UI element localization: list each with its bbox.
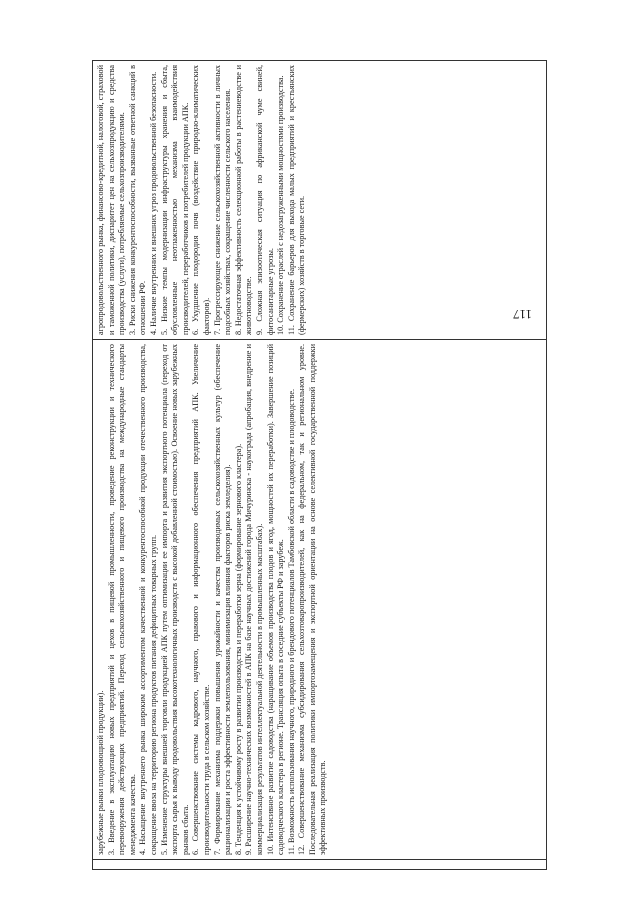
list-item: 10. Интенсивное развитие садоводства (наращивание объемов производства плодов и ягод, мощностей их переработки). Завершение позиций садоводческого кластера в регионе. Трансляция опыта в соседние субъекты РФ и зарубеж. [265, 344, 286, 855]
list-item: 5. Низкие темпы модернизации инфраструктуры хранения и сбыта, обусловленные неотлаженностью механизма взаимодействия производителей, переработчиков и потребителей продукции АПК. [159, 65, 190, 335]
threats-column [93, 61, 546, 339]
list-item: 3. Риски снижения конкурентоспособности, вызванные ответной санкций в отношении РФ. [127, 65, 148, 335]
list-item: агропродовольственного рынка, финансово-кредитной, налоговой, страховой и таможенной политики, диспаритет цен на сельхозпродукцию и средства производства (услуги), потребляемые сельхозпроизводителями. [96, 65, 127, 335]
list-item: 9. Расширение научно-технических возможностей в АПК на базе научных достижений города Мичуринска - наукограда (апробация, внедрение и коммерциализация результатов интеллектуальной деятельности в промышленных масштабах). [244, 344, 264, 855]
list-item: 8. Недостаточная эффективность селекционной работы в растениеводстве и животноводстве. [233, 65, 254, 335]
left-margin-column [93, 859, 546, 869]
list-item: 7. Формирование механизма поддержки повышения урожайности и качества производимых сельскохозяйственных культур (обеспечение рационализации и роста эффективности землепользования, минимизация влияния факторов риска земледелия). [212, 344, 233, 855]
list-item: 8. Тенденция к устойчивому росту в развитии производства и переработки зерна (формирование зернового кластера). [233, 443, 243, 855]
list-item: 5. Изменение структуры внешней торговли продукцией АПК путем оптимизации ее импорта и развития экспортного потенциала (переход от экспорта сырья к выводу продовольствия высокотехнологичных производств с высокой добавленной стоимостью). Освоение новых зарубежных рынков сбыта. [159, 344, 190, 855]
list-item: 6. Ухудшение плодородия почв (воздействие природно-климатических факторов). [191, 65, 211, 335]
list-item: 11. Сохранение барьеров для выхода малых предприятий и крестьянских (фермерских) хозяйств в торговые сети. [286, 65, 307, 335]
list-item: 11. Возможность использования научного, природного и брендового потенциалов Тамбовской области в садоводстве и плодоводстве. [286, 388, 296, 855]
opportunities-column [93, 339, 546, 859]
list-item: 12. Совершенствование механизма субсидирования сельхозтоваропроизводителей, как на федеральном, так и региональном уровне. Последовательная реализация политики импортозамещения и экспортной ориентации на основе селективной государственной поддержки эффективных производств. [297, 344, 328, 855]
list-item: 4. Насыщение внутреннего рынка широким ассортиментом качественной и конкурентоспособной продукции отечественного производства, сокращение ввоза на территорию региона продуктов питания дефицитных товарных групп. [138, 344, 158, 855]
swot-table [92, 60, 547, 870]
list-item: 7. Прогрессирующее снижение сельскохозяйственной активности в личных подсобных хозяйствах, сокращение численности сельского населения. [212, 65, 233, 335]
list-item: 4. Наличие внутренних и внешних угроз продовольственной безопасности. [148, 71, 158, 335]
list-item: 6. Совершенствование системы кадрового, научного, правового и информационного обеспечения предприятий АПК. Увеличение производительности труда в сельском хозяйстве. [191, 344, 211, 855]
list-item: 3. Введение в эксплуатацию новых предприятий и цехов в пищевой промышленности, проведение реконструкции и технического перевооружения действующих предприятий. Переход сельскохозяйственного и пищевого производства на международные стандарты менеджмента качества. [106, 344, 137, 855]
list-item: 10. Сохранение отраслей с недозагруженными мощностями производства. [276, 75, 286, 335]
list-item: зарубежные рынки плодоовощной продукции). [96, 690, 105, 855]
list-item: 9. Сложная эпизоотическая ситуация по африканской чуме свиней, фитосанитарные угрозы. [254, 65, 275, 335]
rotated-page [92, 60, 547, 870]
page-number: 117 [512, 307, 532, 322]
